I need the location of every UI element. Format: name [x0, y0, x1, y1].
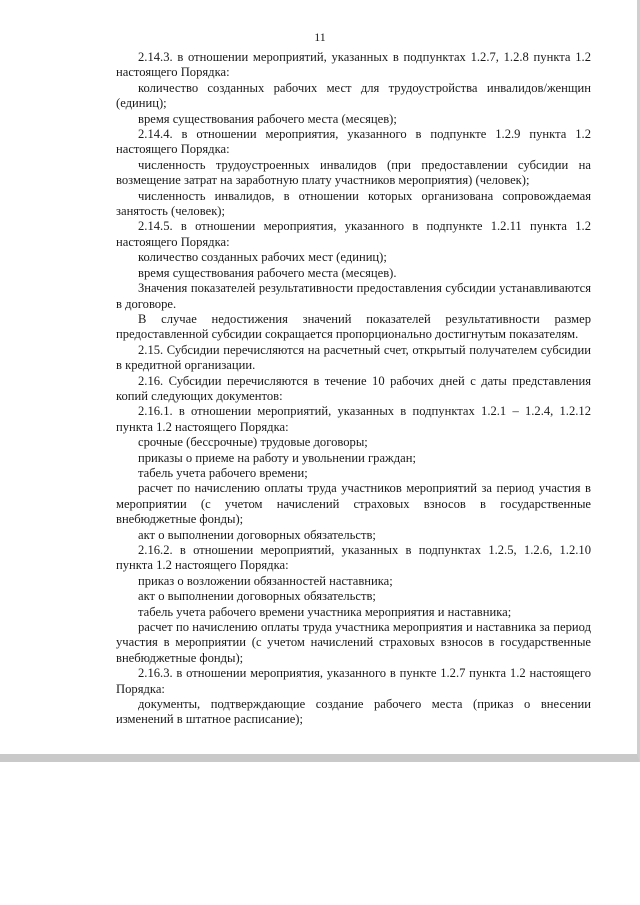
paragraph: акт о выполнении договорных обязательств; — [138, 527, 376, 542]
paragraph: количество созданных рабочих мест (единиц); — [138, 250, 387, 265]
paragraph: 2.15. Субсидии перечисляются на расчетный счет, открытый получателем субсидии в кредитной организации. — [116, 342, 591, 373]
paragraph: акт о выполнении договорных обязательств; — [138, 589, 376, 604]
paragraph: В случае недостижения значений показателей результативности размер предоставленной субсидии сокращается пропорционально достигнутым показателям. — [116, 311, 591, 342]
paragraph: документы, подтверждающие создание рабочего места (приказ о внесении изменений в штатное расписание); — [116, 697, 591, 727]
paragraph: 2.14.5. в отношении мероприятия, указанного в подпункте 1.2.11 пункта 1.2 настоящего Порядка: — [116, 219, 591, 249]
paragraph: Значения показателей результативности предоставления субсидии устанавливаются в договоре. — [116, 281, 591, 311]
paragraph: расчет по начислению оплаты труда участника мероприятия и наставника за период участия в мероприятии (с учетом начислений страховых взносов в государственные внебюджетные фонды); — [116, 620, 591, 665]
paragraph: численность инвалидов, в отношении которых организована сопровождаемая занятость (человек); — [116, 188, 591, 219]
paragraph: расчет по начислению оплаты труда участников мероприятий за период участия в мероприятии (с учетом начислений страховых взносов в государственные внебюджетные фонды); — [116, 481, 591, 527]
paragraph: 2.14.4. в отношении мероприятия, указанного в подпункте 1.2.9 пункта 1.2 настоящего Порядка: — [116, 127, 591, 157]
paragraph: срочные (бессрочные) трудовые договоры; — [138, 435, 368, 450]
paragraph: время существования рабочего места (месяцев). — [138, 265, 397, 280]
paragraph: приказы о приеме на работу и увольнении граждан; — [138, 450, 416, 465]
paragraph: табель учета рабочего времени; — [138, 465, 308, 480]
paragraph: 2.16.1. в отношении мероприятий, указанных в подпунктах 1.2.1 – 1.2.4, 1.2.12 пункта 1.2 настоящего Порядка: — [116, 404, 591, 434]
paragraph: количество созданных рабочих мест для трудоустройства инвалидов/женщин (единиц); — [116, 80, 591, 111]
page-number: 11 — [314, 30, 326, 44]
paragraph: табель учета рабочего времени участника мероприятия и наставника; — [138, 604, 512, 619]
paragraph: 2.16.3. в отношении мероприятия, указанного в пункте 1.2.7 пункта 1.2 настоящего Порядка: — [116, 666, 591, 696]
paragraph: 2.16.2. в отношении мероприятий, указанных в подпунктах 1.2.5, 1.2.6, 1.2.10 пункта 1.2 настоящего Порядка: — [116, 543, 591, 573]
paragraph: 2.14.3. в отношении мероприятий, указанных в подпунктах 1.2.7, 1.2.8 пункта 1.2 настоящего Порядка: — [116, 50, 591, 80]
paragraph: приказ о возложении обязанностей наставника; — [138, 573, 393, 588]
paragraph: 2.16. Субсидии перечисляются в течение 10 рабочих дней с даты представления копий следующих документов: — [116, 373, 591, 403]
paragraph: численность трудоустроенных инвалидов (при предоставлении субсидии на возмещение затрат на заработную плату участников мероприятия) (человек); — [116, 157, 591, 188]
paragraph: время существования рабочего места (месяцев); — [138, 111, 397, 126]
document-body — [116, 50, 591, 728]
